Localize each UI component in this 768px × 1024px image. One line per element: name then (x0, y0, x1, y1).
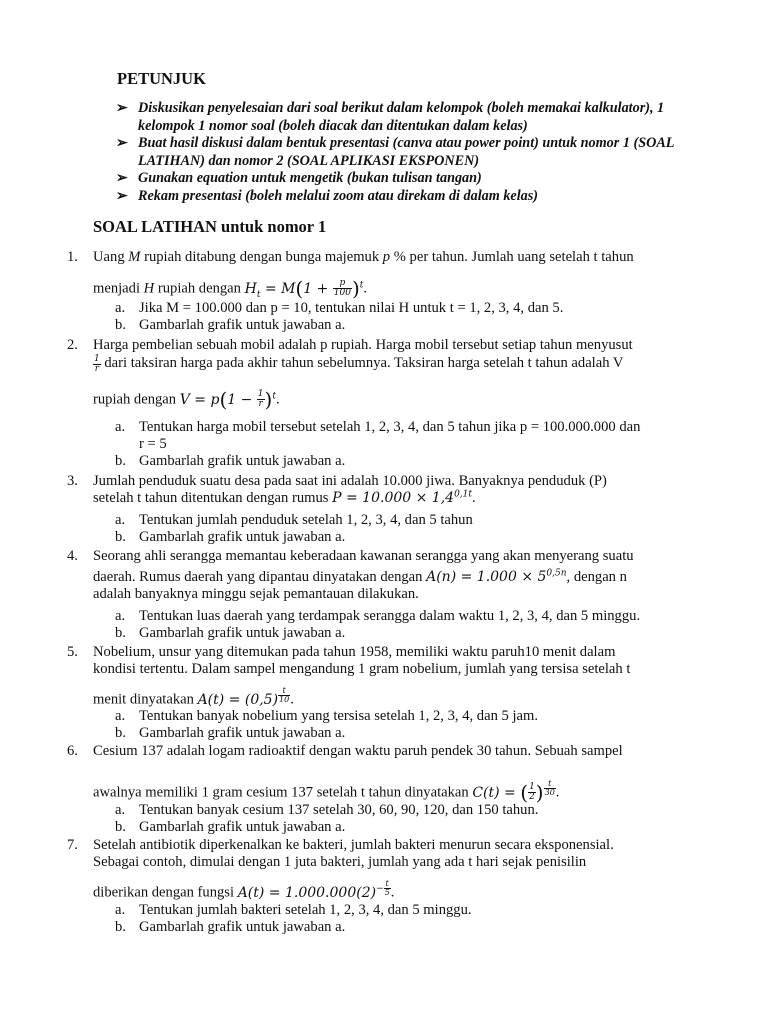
arrow-bullet-icon: ➢ (116, 135, 128, 151)
formula-c-t: C(t) = ( $\frac{1}{2}$ ) $^{\frac{t}{30}}$ (472, 779, 555, 805)
question-text: diberikan dengan fungsi $A(t) = 1.000.000(2)^{- \frac{t}{5}}$ . (93, 879, 395, 901)
instruction-item: ➢ Diskusikan penyelesaian dari soal berikut dalam kelompok (boleh memakai kalkulator), 1 kelompok 1 nomor soal (boleh diacak dan ditentukan dalam kelas) (116, 100, 665, 134)
instruction-list (116, 100, 686, 205)
sub-item-b: b. Gambarlah grafik untuk jawaban a. (115, 529, 346, 545)
sub-item-a: a. Tentukan harga mobil tersebut setelah 1, 2, 3, 4, dan 5 tahun jika p = 100.000.000 dan (115, 419, 641, 435)
question-6-subs (67, 802, 687, 836)
question-2-subs: a. Tentukan harga mobil tersebut setelah 1, 2, 3, 4, dan 5 tahun jika p = 100.000.000 dan r = 5 b. Gambarlah grafik untuk jawaban a. (67, 419, 687, 470)
formula-ht: $H_t = M(1$ + $\frac{p}{100}$ )$^t$ (244, 276, 364, 300)
sub-item-a: a. Tentukan banyak nobelium yang tersisa setelah 1, 2, 3, 4, dan 5 jam. (115, 708, 538, 724)
sub-item-b: b. Gambarlah grafik untuk jawaban a. (115, 819, 346, 835)
question-text: menjadi H rupiah dengan $H_t = M(1$ + $\frac{p}{100}$ )$^t$. (93, 276, 368, 300)
instruction-item: ➢ Gunakan equation untuk mengetik (bukan tulisan tangan) (116, 170, 482, 186)
question-text: Nobelium, unsur yang ditemukan pada tahun 1958, memiliki waktu paruh10 menit dalam (93, 644, 616, 660)
question-2: 2. Harga pembelian sebuah mobil adalah p rupiah. Harga mobil tersebut setiap tahun menyusut (67, 337, 687, 354)
sub-item-a: a. Jika M = 100.000 dan p = 10, tentukan nilai H untuk t = 1, 2, 3, 4, dan 5. (115, 300, 564, 316)
question-text: adalah banyaknya minggu sejak pemantauan dilakukan. (93, 586, 419, 602)
question-4: 4. Seorang ahli serangga memantau keberadaan kawanan serangga yang akan menyerang suatu daerah. Rumus daerah yang dipantau dinyatakan dengan $A(n) = 1.000 \times 5^{0,5n}$, dengan n adalah banyaknya minggu sejak pemantauan dilakukan. (67, 548, 687, 603)
arrow-bullet-icon: ➢ (116, 187, 128, 204)
question-2-line3: rupiah dengan V = p(1 − $\frac{1}{r}$ )$^t$. (93, 387, 280, 411)
sub-item-b: b. Gambarlah grafik untuk jawaban a. (115, 317, 346, 333)
arrow-bullet-icon: ➢ (116, 100, 128, 116)
sub-item-b: b. Gambarlah grafik untuk jawaban a. (115, 453, 346, 469)
question-text: daerah. Rumus daerah yang dipantau dinyatakan dengan $A(n) = 1.000 \times 5^{0,5n}$, dengan n (93, 568, 627, 585)
question-text: Setelah antibiotik diperkenalkan ke bakteri, jumlah bakteri menurun secara eksponensial. (93, 837, 614, 853)
question-text: Cesium 137 adalah logam radioaktif dengan waktu paruh pendek 30 tahun. Sebuah sampel (93, 743, 623, 759)
formula-a-n: $A(n) = 1.000 \times 5^{0,5n}$ (426, 568, 567, 585)
sub-item-a: a. Tentukan luas daerah yang terdampak serangga dalam waktu 1, 2, 3, 4, dan 5 minggu. (115, 608, 641, 624)
question-1-subs (67, 300, 687, 334)
question-3: 3. Jumlah penduduk suatu desa pada saat ini adalah 10.000 jiwa. Banyaknya penduduk (P) setelah t tahun ditentukan dengan rumus $P = 10.000 \times 1,4^{0,1t}$. (67, 473, 687, 507)
instruction-item: ➢ Rekam presentasi (boleh melalui zoom atau direkam di dalam kelas) (116, 187, 539, 204)
sub-item-b: b. Gambarlah grafik untuk jawaban a. (115, 625, 346, 641)
petunjuk-heading: PETUNJUK (117, 69, 206, 88)
question-5-subs (67, 708, 687, 742)
sub-item-a: a. Tentukan jumlah penduduk setelah 1, 2, 3, 4, dan 5 tahun (115, 512, 473, 528)
question-7: 7. Setelah antibiotik diperkenalkan ke bakteri, jumlah bakteri menurun secara eksponensial. Sebagai contoh, dimulai dengan 1 juta bakteri, jumlah yang ada t hari sejak penisilin diberikan dengan fungsi $A(t) = 1.000.000(2)^{- \frac{t}{5}}$ . (67, 837, 687, 902)
question-2-line2: $\frac{1}{r}$ dari taksiran harga pada akhir tahun sebelumnya. Taksiran harga setelah t tahun adalah V (94, 354, 624, 374)
question-text: Sebagai contoh, dimulai dengan 1 juta bakteri, jumlah yang ada t hari sejak penisilin (93, 854, 587, 870)
instruction-item: ➢ Buat hasil diskusi dalam bentuk presentasi (canva atau power point) untuk nomor 1 (SOAL LATIHAN) dan nomor 2 (SOAL APLIKASI EKSPONEN) (116, 135, 674, 169)
sub-item-a: a. Tentukan banyak cesium 137 setelah 30, 60, 90, 120, dan 150 tahun. (115, 802, 539, 818)
sub-item-b: b. Gambarlah grafik untuk jawaban a. (115, 919, 346, 935)
question-1: 1. Uang M rupiah ditabung dengan bunga majemuk p % per tahun. Jumlah uang setelah t tahun menjadi H rupiah dengan $H_t = M(1$ + $\frac{p}{100}$ )$^t$. (67, 249, 687, 303)
sub-item-b: b. Gambarlah grafik untuk jawaban a. (115, 725, 346, 741)
formula-a-t-bakteri: $A(t) = 1.000.000(2)^{- \frac{t}{5}}$ (237, 879, 390, 901)
question-text: Seorang ahli serangga memantau keberadaan kawanan serangga yang akan menyerang suatu (93, 548, 634, 564)
question-text: awalnya memiliki 1 gram cesium 137 setelah t tahun dinyatakan C(t) = ( $\frac{1}{2}$ ) $^{\frac{t}{30}}$ . (93, 779, 560, 805)
question-text: Jumlah penduduk suatu desa pada saat ini adalah 10.000 jiwa. Banyaknya penduduk (P) (93, 473, 607, 489)
formula-p: $P = 10.000 \times 1,4^{0,1t}$ (332, 489, 472, 506)
question-text: kondisi tertentu. Dalam sampel mengandung 1 gram nobelium, jumlah yang tersisa setelah t (93, 661, 631, 677)
question-3-subs (67, 512, 687, 546)
question-text: setelah t tahun ditentukan dengan rumus $P = 10.000 \times 1,4^{0,1t}$. (93, 489, 476, 506)
formula-a-t-nobelium: A(t) = (0,5) $^{\frac{t}{10}}$ (197, 686, 290, 708)
question-6: 6. Cesium 137 adalah logam radioaktif dengan waktu paruh pendek 30 tahun. Sebuah sampel awalnya memiliki 1 gram cesium 137 setelah t tahun dinyatakan C(t) = ( $\frac{1}{2}$ ) $^{\frac{t}{30}}$ . (67, 743, 687, 802)
soal-heading: SOAL LATIHAN untuk nomor 1 (93, 217, 327, 236)
question-text: menit dinyatakan A(t) = (0,5) $^{\frac{t}{10}}$ . (93, 686, 294, 708)
question-text: Uang M rupiah ditabung dengan bunga majemuk p % per tahun. Jumlah uang setelah t tahun (93, 249, 634, 265)
arrow-bullet-icon: ➢ (116, 170, 128, 186)
question-5: 5. Nobelium, unsur yang ditemukan pada tahun 1958, memiliki waktu paruh10 menit dalam kondisi tertentu. Dalam sampel mengandung 1 gram nobelium, jumlah yang tersisa setelah t menit dinyatakan A(t) = (0,5) $^{\frac{t}{10}}$ . (67, 644, 687, 709)
formula-1-over-r: $\frac{1}{r}$ (94, 354, 100, 374)
question-text: Harga pembelian sebuah mobil adalah p rupiah. Harga mobil tersebut setiap tahun menyusut (93, 337, 633, 353)
question-7-subs (67, 902, 687, 936)
formula-v: V = p(1 − $\frac{1}{r}$ )$^t$ (179, 387, 276, 411)
question-4-subs (67, 608, 687, 642)
sub-item-a: a. Tentukan jumlah bakteri setelah 1, 2, 3, 4, dan 5 minggu. (115, 902, 472, 918)
